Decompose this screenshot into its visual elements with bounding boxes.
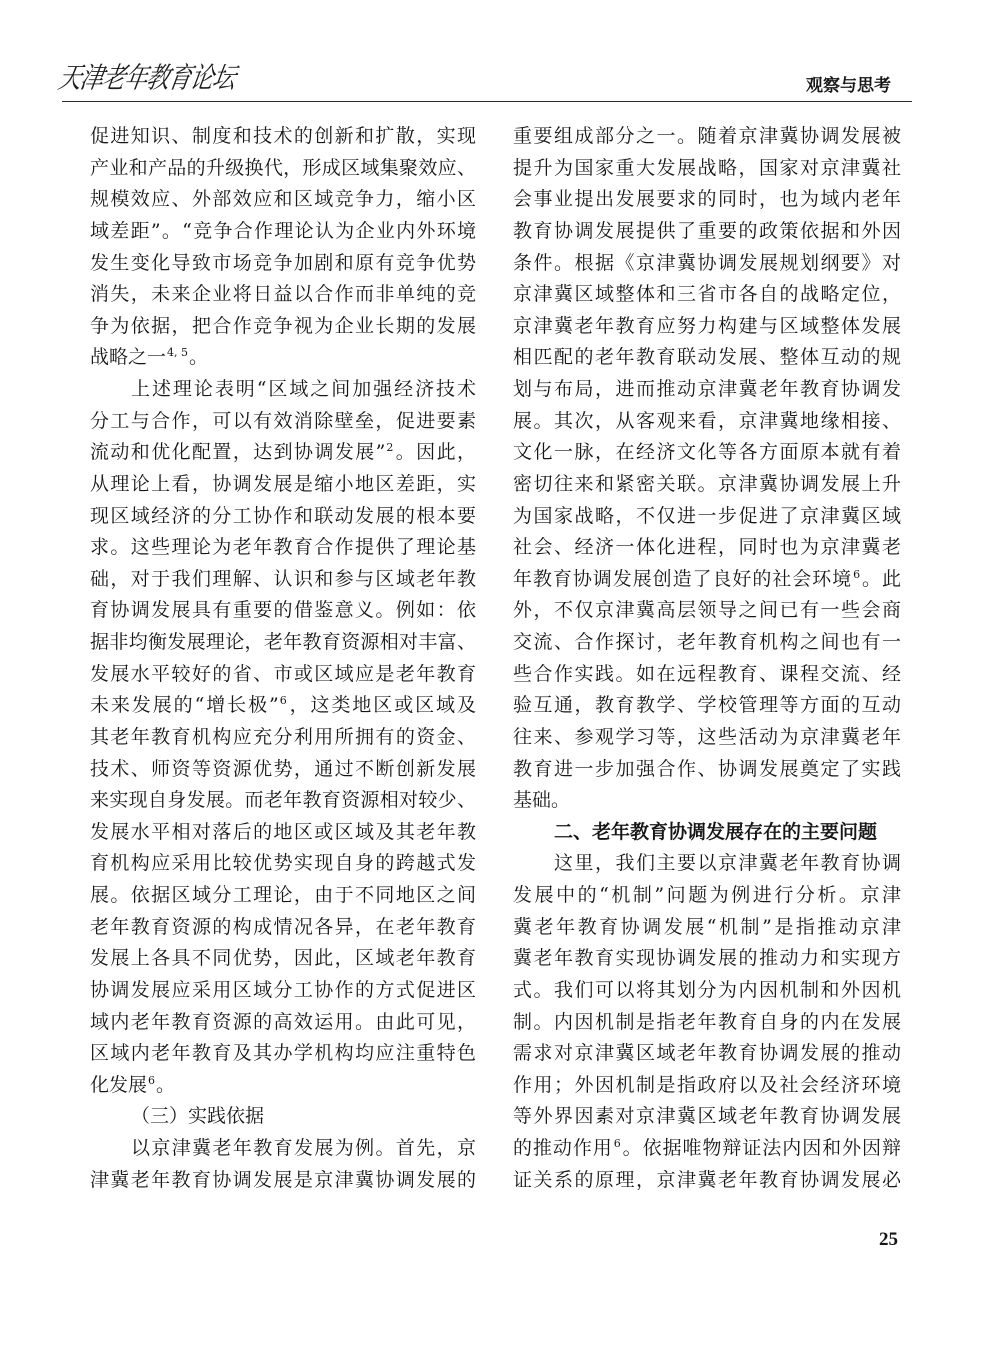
text-line: 发展上各具不同优势，因此，区域老年教育 bbox=[90, 947, 476, 970]
citation-superscript: 6 bbox=[853, 567, 861, 581]
citation-superscript: 4, 5 bbox=[167, 346, 189, 360]
journal-logo: 天津老年教育论坛 bbox=[55, 62, 238, 95]
text-line: 消失，未来企业将日益以合作而非单纯的竞 bbox=[90, 283, 476, 306]
line-segment: 流动和优化配置，达到协调发展” bbox=[90, 441, 386, 464]
text-line bbox=[513, 564, 901, 596]
text-line: 础，对于我们理解、认识和参与区域老年教 bbox=[90, 567, 476, 590]
paragraph bbox=[90, 374, 476, 1101]
text-line: 上述理论表明“区域之间加强经济技术 bbox=[131, 378, 476, 400]
text-line: （三）实践依据 bbox=[131, 1105, 265, 1128]
text-line bbox=[90, 342, 476, 374]
text-line: 基础。 bbox=[513, 789, 571, 812]
line-segment: 化发展 bbox=[90, 1073, 148, 1096]
text-line: 老年教育资源的构成情况各异，在老年教育 bbox=[90, 915, 476, 938]
text-line: 津冀老年教育协调发展是京津冀协调发展的 bbox=[90, 1168, 476, 1191]
text-line: 制。内因机制是指老年教育自身的内在发展 bbox=[513, 1010, 901, 1033]
citation-superscript: 6 bbox=[279, 694, 287, 708]
line-segment: 。因此， bbox=[394, 441, 476, 464]
text-line: 发生变化导致市场竞争加剧和原有竞争优势 bbox=[90, 251, 476, 274]
text-line: 为国家战略，不仅进一步促进了京津冀区域 bbox=[513, 504, 901, 527]
text-line: 来实现自身发展。而老年教育资源相对较少、 bbox=[90, 789, 476, 812]
section-title: 观察与思考 bbox=[806, 76, 891, 96]
text-line: 协调发展应采用区域分工协作的方式促进区 bbox=[90, 978, 476, 1001]
paragraph bbox=[513, 848, 901, 1196]
line-segment: 。 bbox=[156, 1073, 176, 1096]
text-line: 这里，我们主要以京津冀老年教育协调 bbox=[554, 852, 901, 875]
text-line: 产业和产品的升级换代，形成区域集聚效应、 bbox=[90, 156, 476, 179]
text-line: 需求对京津冀区域老年教育协调发展的推动 bbox=[513, 1042, 901, 1065]
text-line: 展。其次，从客观来看，京津冀地缘相接、 bbox=[513, 409, 901, 432]
page-number: 25 bbox=[879, 1229, 898, 1250]
line-segment: 年教育协调发展创造了良好的社会环境 bbox=[513, 567, 853, 590]
line-segment: 的推动作用 bbox=[513, 1137, 613, 1159]
text-line: 技术、师资等资源优势，通过不断创新发展 bbox=[90, 757, 476, 780]
line-segment: 未来发展的“增长极” bbox=[90, 694, 279, 717]
text-line: 现区域经济的分工协作和联动发展的根本要 bbox=[90, 504, 476, 527]
text-line: 发展水平相对落后的地区或区域及其老年教 bbox=[90, 820, 476, 843]
text-line: 往来、参观学习等，这些活动为京津冀老年 bbox=[513, 725, 901, 748]
paragraph bbox=[90, 121, 476, 374]
text-line: 从理论上看，协调发展是缩小地区差距，实 bbox=[90, 472, 476, 495]
text-line: 育机构应采用比较优势实现自身的跨越式发 bbox=[90, 852, 476, 875]
text-line bbox=[90, 690, 476, 722]
text-line: 社会、经济一体化进程，同时也为京津冀老 bbox=[513, 536, 901, 559]
subsection-heading bbox=[90, 1101, 476, 1133]
citation-superscript: 2 bbox=[386, 441, 394, 455]
text-line: 二、老年教育协调发展存在的主要问题 bbox=[554, 820, 878, 843]
text-line: 京津冀区域整体和三省市各自的战略定位， bbox=[513, 283, 901, 306]
text-line bbox=[90, 437, 476, 469]
text-line: 其老年教育机构应充分利用所拥有的资金、 bbox=[90, 725, 476, 748]
text-line: 外，不仅京津冀高层领导之间已有一些会商 bbox=[513, 599, 901, 622]
text-line: 条件。根据《京津冀协调发展规划纲要》对 bbox=[513, 251, 901, 274]
line-segment: 。 bbox=[189, 346, 209, 369]
line-segment: 战略之一 bbox=[90, 346, 167, 369]
text-line: 区域内老年教育及其办学机构均应注重特色 bbox=[90, 1042, 476, 1065]
text-line: 发展中的“机制”问题为例进行分析。京津 bbox=[513, 884, 901, 906]
text-line: 展。依据区域分工理论，由于不同地区之间 bbox=[90, 884, 476, 906]
text-line: 会事业提出发展要求的同时，也为域内老年 bbox=[513, 188, 901, 211]
paragraph bbox=[90, 1133, 476, 1196]
citation-superscript: 6 bbox=[613, 1137, 621, 1150]
text-line: 域差距”。“竞争合作理论认为企业内外环境 bbox=[90, 219, 476, 242]
text-line: 相匹配的老年教育联动发展、整体互动的规 bbox=[513, 346, 901, 369]
text-line bbox=[513, 1133, 901, 1165]
text-line: 规模效应、外部效应和区域竞争力，缩小区 bbox=[90, 188, 476, 211]
text-line: 据非均衡发展理论，老年教育资源相对丰富、 bbox=[90, 631, 476, 653]
text-line: 验互通，教育教学、学校管理等方面的互动 bbox=[513, 694, 901, 717]
section-heading bbox=[513, 817, 901, 849]
text-line: 分工与合作，可以有效消除壁垒，促进要素 bbox=[90, 409, 476, 432]
text-line: 文化一脉，在经济文化等各方面原本就有着 bbox=[513, 441, 901, 464]
line-segment: 。依据唯物辩证法内因和外因辩 bbox=[621, 1137, 901, 1159]
text-line: 密切往来和紧密关联。京津冀协调发展上升 bbox=[513, 472, 901, 495]
text-line: 以京津冀老年教育发展为例。首先，京 bbox=[131, 1137, 476, 1159]
text-line: 促进知识、制度和技术的创新和扩散，实现 bbox=[90, 125, 476, 147]
text-line: 京津冀老年教育应努力构建与区域整体发展 bbox=[513, 314, 901, 337]
text-line: 重要组成部分之一。随着京津冀协调发展被 bbox=[513, 125, 901, 147]
line-segment: ，这类地区或区域及 bbox=[287, 694, 476, 717]
text-line: 争为依据，把合作竞争视为企业长期的发展 bbox=[90, 314, 476, 337]
text-line: 证关系的原理，京津冀老年教育协调发展必 bbox=[513, 1168, 901, 1191]
text-line: 育协调发展具有重要的借鉴意义。例如：依 bbox=[90, 599, 476, 622]
text-line: 作用；外因机制是指政府以及社会经济环境 bbox=[513, 1073, 901, 1096]
text-line: 交流、合作探讨，老年教育机构之间也有一 bbox=[513, 631, 901, 653]
text-line: 求。这些理论为老年教育合作提供了理论基 bbox=[90, 536, 476, 559]
text-line: 教育进一步加强合作、协调发展奠定了实践 bbox=[513, 757, 901, 780]
paragraph bbox=[513, 121, 901, 817]
text-line: 划与布局，进而推动京津冀老年教育协调发 bbox=[513, 378, 901, 400]
text-line: 冀老年教育协调发展“机制”是指推动京津 bbox=[513, 915, 901, 938]
text-line bbox=[90, 1070, 476, 1102]
text-line: 冀老年教育实现协调发展的推动力和实现方 bbox=[513, 947, 901, 970]
text-line: 式。我们可以将其划分为内因机制和外因机 bbox=[513, 978, 901, 1001]
text-line: 发展水平较好的省、市或区域应是老年教育 bbox=[90, 662, 476, 685]
left-column bbox=[90, 121, 476, 1196]
text-line: 域内老年教育资源的高效运用。由此可见， bbox=[90, 1010, 476, 1033]
text-line: 等外界因素对京津冀区域老年教育协调发展 bbox=[513, 1105, 901, 1128]
citation-superscript: 6 bbox=[148, 1073, 156, 1087]
right-column bbox=[513, 121, 901, 1196]
header-rule bbox=[62, 101, 912, 102]
text-line: 提升为国家重大发展战略，国家对京津冀社 bbox=[513, 156, 901, 179]
text-line: 教育协调发展提供了重要的政策依据和外因 bbox=[513, 219, 901, 242]
line-segment: 。此 bbox=[861, 567, 901, 590]
text-line: 些合作实践。如在远程教育、课程交流、经 bbox=[513, 662, 901, 685]
